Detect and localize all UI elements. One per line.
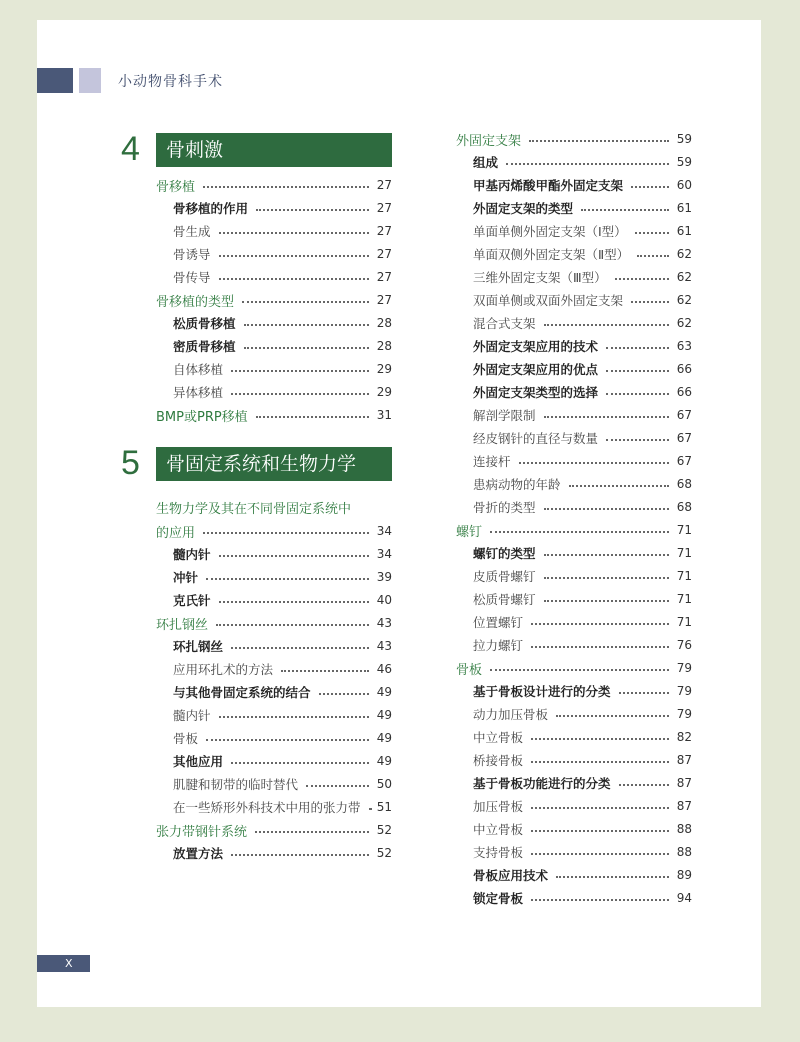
toc-leader-dots (544, 600, 669, 602)
toc-entry[interactable] (473, 635, 692, 655)
toc-entry[interactable] (156, 613, 392, 633)
toc-entry-title: 单面单侧外固定支架（Ⅰ型） (473, 224, 627, 239)
toc-entry-title: 与其他骨固定系统的结合 (173, 685, 311, 700)
toc-entry-title: 组成 (473, 155, 499, 170)
toc-leader-dots (531, 830, 669, 832)
toc-entry-page: 40 (376, 593, 392, 607)
toc-leader-dots (606, 347, 669, 349)
toc-entry[interactable] (473, 773, 692, 793)
toc-entry-title: 单面双侧外固定支架（Ⅱ型） (473, 247, 630, 262)
toc-entry-title: 克氏针 (173, 593, 211, 608)
toc-entry[interactable] (456, 658, 692, 678)
toc-entry[interactable] (473, 221, 692, 241)
toc-entry-page: 71 (676, 523, 692, 537)
toc-entry[interactable] (473, 865, 692, 885)
toc-entry-title: 骨诱导 (173, 247, 211, 262)
toc-entry[interactable] (473, 888, 692, 908)
toc-entry[interactable] (156, 820, 392, 840)
header-block-dark (37, 68, 73, 93)
toc-entry[interactable] (473, 681, 692, 701)
toc-entry[interactable] (173, 313, 392, 333)
toc-entry-title: 甲基丙烯酸甲酯外固定支架 (473, 178, 624, 193)
toc-entry-page: 62 (676, 293, 692, 307)
toc-entry[interactable] (173, 705, 392, 725)
toc-entry-page: 34 (376, 547, 392, 561)
toc-entry-page: 61 (676, 224, 692, 238)
toc-entry[interactable] (473, 451, 692, 471)
toc-entry-page: 60 (676, 178, 692, 192)
toc-leader-dots (615, 278, 669, 280)
toc-leader-dots (544, 508, 669, 510)
toc-entry-page: 63 (676, 339, 692, 353)
toc-entry[interactable] (173, 590, 392, 610)
toc-entry-title: 外固定支架的类型 (473, 201, 574, 216)
chapter-4-title: 骨刺激 (156, 133, 392, 167)
toc-entry[interactable] (473, 566, 692, 586)
toc-entry-title: 其他应用 (173, 754, 224, 769)
toc-leader-dots (281, 670, 369, 672)
toc-entry-page: 79 (676, 684, 692, 698)
toc-entry[interactable] (156, 290, 392, 310)
toc-entry[interactable] (473, 198, 692, 218)
toc-entry-page: 87 (676, 799, 692, 813)
toc-entry[interactable] (473, 244, 692, 264)
toc-leader-dots (219, 601, 369, 603)
toc-leader-dots (244, 324, 369, 326)
toc-entry-page: 51 (376, 800, 392, 814)
toc-entry-page: 49 (376, 708, 392, 722)
toc-entry-title: 骨折的类型 (473, 500, 536, 515)
toc-leader-dots (206, 578, 369, 580)
toc-entry-title: 基于骨板设计进行的分类 (473, 684, 611, 699)
toc-entry-page: 49 (376, 685, 392, 699)
toc-entry-page: 66 (676, 362, 692, 376)
toc-leader-dots (219, 716, 369, 718)
toc-entry[interactable] (173, 359, 392, 379)
toc-entry[interactable] (473, 796, 692, 816)
toc-entry-title: 环扎钢丝 (156, 617, 209, 633)
toc-entry[interactable] (156, 405, 392, 425)
toc-entry[interactable] (473, 750, 692, 770)
toc-entry-title: 异体移植 (173, 385, 224, 400)
toc-entry-title: 松质骨移植 (173, 316, 236, 331)
toc-entry[interactable] (173, 843, 392, 863)
toc-entry[interactable] (473, 704, 692, 724)
toc-leader-dots (544, 324, 669, 326)
toc-entry-page: 71 (676, 546, 692, 560)
toc-leader-dots (519, 462, 669, 464)
toc-entry-title: 支持骨板 (473, 845, 524, 860)
toc-entry-page: 59 (676, 155, 692, 169)
toc-leader-dots (544, 577, 669, 579)
toc-leader-dots (531, 738, 669, 740)
toc-entry[interactable] (156, 175, 392, 195)
toc-entry[interactable] (473, 497, 692, 517)
toc-entry[interactable] (173, 728, 392, 748)
toc-entry-page: 52 (376, 846, 392, 860)
toc-leader-dots (256, 416, 369, 418)
toc-entry-title: 患病动物的年龄 (473, 477, 561, 492)
toc-entry-page: 59 (676, 132, 692, 146)
toc-leader-dots (219, 555, 369, 557)
toc-leader-dots (619, 692, 669, 694)
toc-entry-page: 27 (376, 178, 392, 192)
toc-leader-dots (206, 739, 369, 741)
toc-entry-page: 43 (376, 616, 392, 630)
toc-entry-page: 62 (676, 247, 692, 261)
toc-entry[interactable] (173, 267, 392, 287)
toc-entry-title: 外固定支架应用的技术 (473, 339, 599, 354)
toc-entry-title: 三维外固定支架（Ⅲ型） (473, 270, 607, 285)
toc-leader-dots (529, 140, 669, 142)
toc-leader-dots (306, 785, 369, 787)
toc-entry-page: 79 (676, 707, 692, 721)
toc-entry-page: 68 (676, 500, 692, 514)
toc-leader-dots (231, 762, 369, 764)
toc-leader-dots (244, 347, 369, 349)
toc-entry[interactable] (173, 774, 392, 794)
toc-entry-title: 骨板 (173, 731, 199, 746)
page-number-badge: X (37, 955, 90, 972)
book-title: 小动物骨科手术 (118, 74, 223, 90)
toc-leader-dots (231, 370, 369, 372)
toc-entry[interactable] (173, 198, 392, 218)
toc-entry[interactable] (173, 336, 392, 356)
toc-entry[interactable] (473, 336, 692, 356)
toc-leader-dots (556, 715, 669, 717)
toc-entry-title: 张力带钢针系统 (156, 824, 248, 840)
toc-entry[interactable] (473, 290, 692, 310)
toc-leader-dots (635, 232, 669, 234)
toc-entry-page: 29 (376, 362, 392, 376)
toc-entry-title: 肌腱和韧带的临时替代 (173, 777, 299, 792)
toc-entry-title: 皮质骨螺钉 (473, 569, 536, 584)
toc-entry-title: 动力加压骨板 (473, 707, 549, 722)
toc-entry[interactable] (473, 612, 692, 632)
toc-entry-title: 外固定支架应用的优点 (473, 362, 599, 377)
toc-entry-title: 松质骨螺钉 (473, 592, 536, 607)
toc-leader-dots (490, 669, 669, 671)
toc-entry-title: 桥接骨板 (473, 753, 524, 768)
toc-entry-page: 49 (376, 731, 392, 745)
toc-entry-page: 88 (676, 845, 692, 859)
toc-entry-title: 密质骨移植 (173, 339, 236, 354)
toc-leader-dots (203, 532, 369, 534)
toc-leader-dots (531, 899, 669, 901)
toc-leader-dots (216, 624, 369, 626)
toc-entry-page: 68 (676, 477, 692, 491)
toc-entry[interactable] (173, 567, 392, 587)
toc-leader-dots (544, 554, 669, 556)
toc-leader-dots (569, 485, 669, 487)
toc-entry-title: 骨板应用技术 (473, 868, 549, 883)
toc-entry-title: 骨生成 (173, 224, 211, 239)
chapter-4-number: 4 (121, 130, 140, 168)
toc-entry-title: 放置方法 (173, 846, 224, 861)
toc-leader-dots (231, 393, 369, 395)
toc-leader-dots (506, 163, 669, 165)
toc-entry-page: 71 (676, 592, 692, 606)
toc-entry-title: 骨板 (456, 662, 483, 678)
toc-entry-page: 71 (676, 569, 692, 583)
toc-entry-title: 外固定支架 (456, 133, 522, 149)
toc-entry[interactable] (173, 682, 392, 702)
toc-entry-title: 骨移植的作用 (173, 201, 249, 216)
toc-entry-page: 76 (676, 638, 692, 652)
toc-leader-dots (544, 416, 669, 418)
toc-leader-dots (256, 209, 369, 211)
toc-entry[interactable] (173, 221, 392, 241)
toc-entry[interactable] (473, 428, 692, 448)
toc-entry-page: 66 (676, 385, 692, 399)
toc-entry-title: 混合式支架 (473, 316, 536, 331)
toc-entry[interactable] (173, 544, 392, 564)
toc-leader-dots (531, 853, 669, 855)
toc-entry-page: 62 (676, 316, 692, 330)
toc-entry-title: 解剖学限制 (473, 408, 536, 423)
toc-entry-page: 79 (676, 661, 692, 675)
toc-entry-title: 中立骨板 (473, 822, 524, 837)
toc-leader-dots (581, 209, 669, 211)
toc-entry-title: 在一些矫形外科技术中用的张力带 (173, 800, 361, 815)
toc-leader-dots (531, 623, 669, 625)
toc-entry[interactable] (473, 819, 692, 839)
toc-entry-title: 自体移植 (173, 362, 224, 377)
toc-entry[interactable] (173, 797, 392, 817)
toc-leader-dots (531, 807, 669, 809)
toc-entry-title: 双面单侧或双面外固定支架 (473, 293, 624, 308)
toc-entry-page: 67 (676, 408, 692, 422)
toc-leader-dots (631, 186, 669, 188)
toc-leader-dots (637, 255, 669, 257)
toc-entry-title: 骨传导 (173, 270, 211, 285)
toc-leader-dots (531, 761, 669, 763)
toc-leader-dots (606, 370, 669, 372)
toc-entry[interactable] (473, 543, 692, 563)
toc-entry-page: 27 (376, 201, 392, 215)
toc-leader-dots (531, 646, 669, 648)
toc-entry-page: 52 (376, 823, 392, 837)
toc-leader-dots (255, 831, 369, 833)
toc-entry-page: 50 (376, 777, 392, 791)
toc-entry[interactable] (456, 129, 692, 149)
toc-entry-page: 62 (676, 270, 692, 284)
toc-entry[interactable] (156, 521, 392, 541)
toc-entry-page: 27 (376, 224, 392, 238)
chapter-5-title: 骨固定系统和生物力学 (156, 447, 392, 481)
toc-entry-title: 经皮钢针的直径与数量 (473, 431, 599, 446)
toc-entry-title: 拉力螺钉 (473, 638, 524, 653)
toc-leader-dots (319, 693, 369, 695)
toc-leader-dots (231, 647, 369, 649)
toc-entry-page: 43 (376, 639, 392, 653)
toc-entry-title: 螺钉 (456, 524, 483, 540)
toc-entry-page: 31 (376, 408, 392, 422)
toc-leader-dots (203, 186, 369, 188)
toc-entry-page: 29 (376, 385, 392, 399)
toc-entry-title: 基于骨板功能进行的分类 (473, 776, 611, 791)
toc-entry[interactable] (173, 636, 392, 656)
toc-entry-title: 环扎钢丝 (173, 639, 224, 654)
toc-entry-title: 冲针 (173, 570, 199, 585)
header-block-light (79, 68, 101, 93)
toc-entry-page: 46 (376, 662, 392, 676)
toc-entry-title: BMP或PRP移植 (156, 409, 248, 425)
toc-entry-page: 88 (676, 822, 692, 836)
toc-entry-page: 28 (376, 339, 392, 353)
chapter-5-number: 5 (121, 444, 140, 482)
toc-entry-page: 89 (676, 868, 692, 882)
toc-entry-page: 49 (376, 754, 392, 768)
toc-entry[interactable] (473, 152, 692, 172)
toc-entry[interactable] (473, 589, 692, 609)
toc-entry[interactable] (173, 244, 392, 264)
toc-entry[interactable] (473, 267, 692, 287)
toc-leader-dots (606, 439, 669, 441)
toc-entry-page: 67 (676, 431, 692, 445)
toc-leader-dots (556, 876, 669, 878)
toc-entry-title: 位置螺钉 (473, 615, 524, 630)
toc-entry-title: 外固定支架类型的选择 (473, 385, 599, 400)
toc-entry-page: 87 (676, 776, 692, 790)
toc-entry-title: 中立骨板 (473, 730, 524, 745)
toc-entry-title: 锁定骨板 (473, 891, 524, 906)
toc-entry[interactable] (173, 751, 392, 771)
toc-entry[interactable] (473, 359, 692, 379)
toc-leader-dots (219, 255, 369, 257)
toc-entry[interactable] (473, 727, 692, 747)
toc-entry-page: 61 (676, 201, 692, 215)
toc-entry-page: 94 (676, 891, 692, 905)
toc-entry-title: 骨移植 (156, 179, 196, 195)
toc-entry[interactable] (473, 474, 692, 494)
toc-leader-dots (231, 854, 369, 856)
toc-leader-dots (219, 232, 369, 234)
toc-entry-page: 27 (376, 270, 392, 284)
toc-entry-page: 34 (376, 524, 392, 538)
toc-entry[interactable] (473, 382, 692, 402)
toc-entry-page: 82 (676, 730, 692, 744)
toc-leader-dots (631, 301, 669, 303)
toc-entry-title: 髓内针 (173, 708, 211, 723)
toc-entry-title: 的应用 (156, 525, 196, 541)
toc-entry[interactable] (173, 382, 392, 402)
toc-leader-dots (219, 278, 369, 280)
toc-entry-page: 39 (376, 570, 392, 584)
toc-entry-page: 87 (676, 753, 692, 767)
toc-entry-page: 71 (676, 615, 692, 629)
toc-entry-page: 27 (376, 293, 392, 307)
toc-entry-page: 28 (376, 316, 392, 330)
toc-entry[interactable] (473, 175, 692, 195)
toc-leader-dots (490, 531, 669, 533)
toc-leader-dots (619, 784, 669, 786)
toc-entry[interactable] (456, 520, 692, 540)
toc-entry[interactable] (473, 405, 692, 425)
toc-entry-title: 连接杆 (473, 454, 511, 469)
toc-entry-page: 27 (376, 247, 392, 261)
toc-entry-page: 67 (676, 454, 692, 468)
toc-entry-title: 应用环扎术的方法 (173, 662, 274, 677)
toc-entry-title: 髓内针 (173, 547, 211, 562)
toc-leader-dots (606, 393, 669, 395)
toc-entry[interactable] (473, 842, 692, 862)
toc-leader-dots (242, 301, 369, 303)
toc-entry-title: 骨移植的类型 (156, 294, 235, 310)
toc-entry[interactable] (173, 659, 392, 679)
toc-entry-title: 加压骨板 (473, 799, 524, 814)
toc-section-heading-line1: 生物力学及其在不同骨固定系统中 (156, 502, 352, 517)
toc-entry[interactable] (473, 313, 692, 333)
toc-entry-title: 螺钉的类型 (473, 546, 536, 561)
